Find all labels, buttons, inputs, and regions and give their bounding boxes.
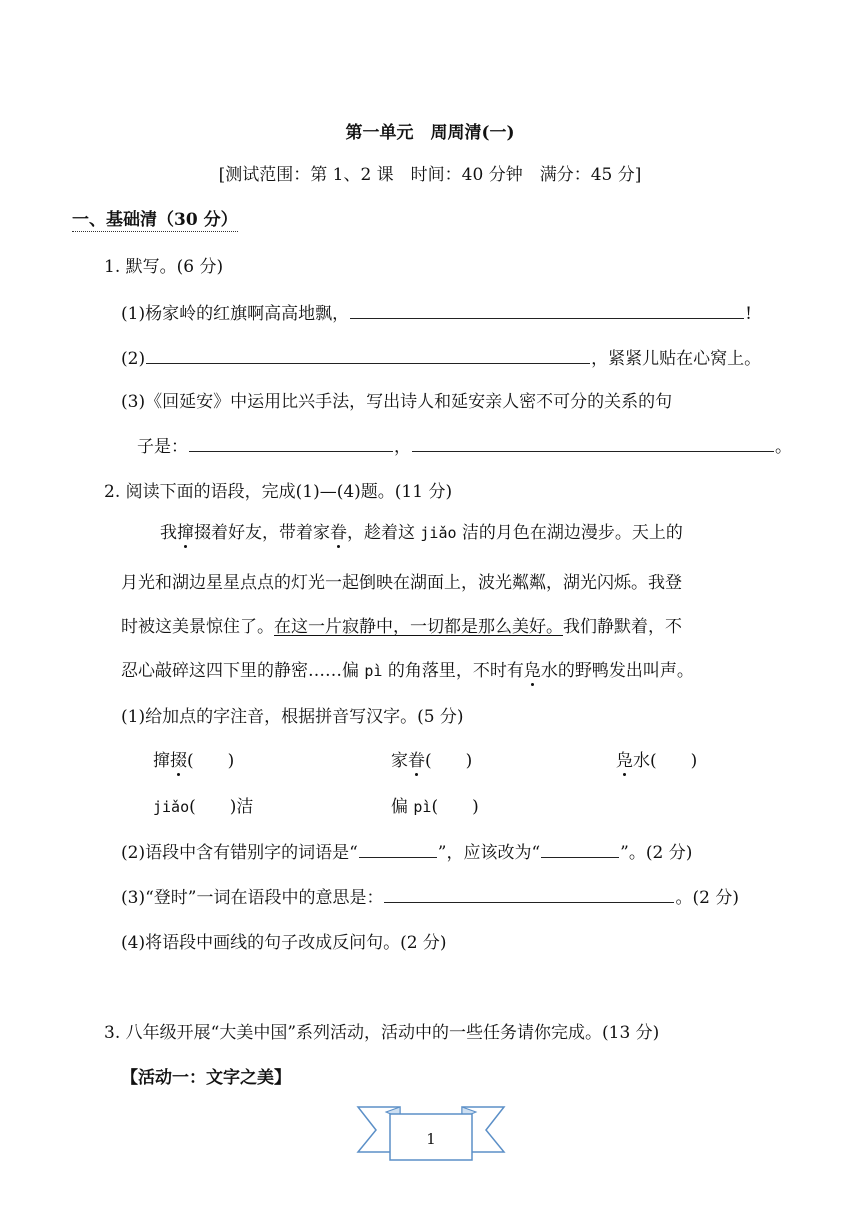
sub3-text: 。(2 分) bbox=[675, 888, 739, 908]
q1-part1 bbox=[121, 299, 752, 324]
item-text: 偏 bbox=[391, 797, 414, 817]
item-fushui bbox=[616, 746, 697, 771]
dotted-char-fu: 凫 bbox=[524, 656, 541, 681]
q1-part2-end: ，紧紧儿贴在心窝上。 bbox=[591, 349, 762, 369]
q1-part1-blank[interactable] bbox=[350, 301, 744, 319]
q1-part3-line2 bbox=[137, 432, 792, 457]
q1-part3-label: 子是： bbox=[137, 437, 188, 457]
q2-sub3 bbox=[121, 883, 739, 908]
test-scope: [测试范围：第 1、2 课 时间：40 分钟 满分：45 分] bbox=[218, 165, 642, 185]
section-heading-basics: 一、基础清（30 分） bbox=[72, 205, 238, 232]
q1-stem: 1. 默写。(6 分) bbox=[104, 257, 224, 277]
underlined-sentence: 在这一片寂静中，一切都是那么美好。 bbox=[274, 617, 563, 637]
answer-parentheses[interactable]: ( ) bbox=[425, 751, 473, 771]
dotted-char-juan: 眷 bbox=[330, 518, 347, 543]
item-text: 家 bbox=[391, 751, 408, 771]
q1-part3-blank-2[interactable] bbox=[412, 434, 774, 452]
q1-part1-text: (1)杨家岭的红旗啊高高地飘， bbox=[121, 304, 350, 324]
q1-part3-line1: (3)《回延安》中运用比兴手法，写出诗人和延安亲人密不可分的关系的句 bbox=[121, 392, 673, 412]
q1-part1-end: ! bbox=[745, 304, 752, 324]
passage-text: 掇着好友，带着家 bbox=[194, 523, 330, 543]
passage-text: 忍心敲碎这四下里的静密……偏 bbox=[121, 661, 365, 681]
passage-text: 洁的月色在湖边漫步。天上的 bbox=[456, 523, 683, 543]
q1-part3-end: 。 bbox=[775, 437, 792, 457]
dotted-char-duo: 掇 bbox=[170, 746, 187, 771]
passage-text: 水的野鸭发出叫声。 bbox=[540, 661, 694, 681]
sub2-blank-2[interactable] bbox=[541, 840, 619, 858]
sub3-text: (3)“登时”一词在语段中的意思是： bbox=[121, 888, 384, 908]
sub2-blank-1[interactable] bbox=[359, 840, 437, 858]
q2-sub4: (4)将语段中画线的句子改成反问句。(2 分) bbox=[121, 933, 447, 953]
sub3-blank[interactable] bbox=[384, 885, 674, 903]
q3-stem: 3. 八年级开展“大美中国”系列活动，活动中的一些任务请你完成。(13 分) bbox=[104, 1023, 660, 1043]
page-number: 1 bbox=[426, 1130, 436, 1148]
passage-text: 我 bbox=[160, 523, 177, 543]
passage-line-3 bbox=[121, 612, 682, 637]
sub2-text: (2)语段中含有错别字的词语是“ bbox=[121, 843, 358, 863]
item-pi bbox=[391, 792, 479, 817]
pinyin-pi: pì bbox=[364, 662, 383, 680]
dotted-char-fu: 凫 bbox=[616, 746, 633, 771]
activity-1-heading: 【活动一：文字之美】 bbox=[121, 1068, 291, 1088]
passage-text: 时被这美景惊住了。 bbox=[121, 617, 274, 637]
item-text: 撺 bbox=[153, 751, 170, 771]
sub2-text: ”。(2 分) bbox=[620, 843, 693, 863]
q1-part2-blank[interactable] bbox=[146, 346, 590, 364]
q1-part2-text: (2) bbox=[121, 349, 146, 369]
passage-line-1 bbox=[160, 518, 683, 543]
pinyin-pi: pì bbox=[413, 798, 432, 816]
answer-parentheses[interactable]: ( )洁 bbox=[189, 797, 254, 817]
passage-line-2: 月光和湖边星星点点的灯光一起倒映在湖面上，波光粼粼，湖光闪烁。我登 bbox=[121, 573, 682, 593]
q1-part3-sep: ， bbox=[394, 437, 411, 457]
sub2-text: ”，应该改为“ bbox=[437, 843, 541, 863]
q1-part3-blank-1[interactable] bbox=[189, 434, 393, 452]
answer-parentheses[interactable]: ( ) bbox=[187, 751, 235, 771]
item-cuanduo bbox=[153, 746, 234, 771]
passage-text: 我们静默着，不 bbox=[563, 617, 682, 637]
page-title: 第一单元 周周清(一) bbox=[345, 123, 515, 143]
q2-sub2 bbox=[121, 838, 692, 863]
item-jiajuan bbox=[391, 746, 472, 771]
dotted-char-juan: 眷 bbox=[408, 746, 425, 771]
item-jiao bbox=[153, 792, 253, 817]
passage-text: ，趁着这 bbox=[347, 523, 421, 543]
q1-part2 bbox=[121, 344, 761, 369]
dotted-char-cuan: 撺 bbox=[177, 518, 194, 543]
pinyin-jiao: jiǎo bbox=[420, 524, 457, 542]
answer-parentheses[interactable]: ( ) bbox=[431, 797, 479, 817]
pinyin-jiao: jiǎo bbox=[153, 798, 190, 816]
answer-parentheses[interactable]: 水( ) bbox=[633, 751, 698, 771]
page-number-ribbon bbox=[356, 1104, 506, 1164]
q2-sub1: (1)给加点的字注音，根据拼音写汉字。(5 分) bbox=[121, 707, 464, 727]
q2-stem: 2. 阅读下面的语段，完成(1)—(4)题。(11 分) bbox=[104, 482, 453, 502]
passage-line-4 bbox=[121, 656, 694, 681]
passage-text: 的角落里，不时有 bbox=[382, 661, 524, 681]
